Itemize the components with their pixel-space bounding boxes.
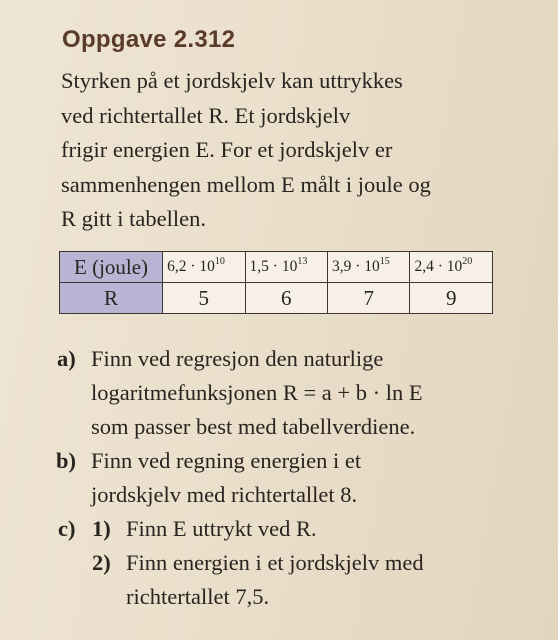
task-c1-label: 1) [92,516,111,541]
row-header-richter: R [60,283,163,314]
task-c2-line: Finn energien i et jordskjelv med [126,550,424,575]
energy-mantissa: 6,2 · 10 [167,258,215,276]
task-a-label: a) [57,346,76,371]
energy-cell [328,252,410,283]
energy-cell [410,252,493,283]
energy-exponent: 20 [462,256,473,268]
table-row-energy [60,252,493,283]
energy-exponent: 10 [214,256,225,268]
energy-cell [245,252,327,283]
task-c1-text: Finn E uttrykt ved R. [126,516,317,541]
energy-exponent: 15 [379,256,390,268]
energy-mantissa: 1,5 · 10 [249,258,298,276]
intro-line: R gitt i tabellen. [61,206,206,231]
task-b-line: jordskjelv med richtertallet 8. [91,482,358,507]
task-c2-line: richtertallet 7,5. [126,584,270,609]
intro-line: Styrken på et jordskjelv kan uttrykkes [61,68,403,93]
richter-cell: 7 [328,283,410,314]
intro-line: ved richtertallet R. Et jordskjelv [61,102,351,128]
exercise-intro [61,64,531,237]
energy-richter-table [59,251,493,314]
intro-line: frigir energien E. For et jordskjelv er [61,137,393,162]
richter-cell: 9 [410,283,493,314]
energy-mantissa: 3,9 · 10 [332,258,380,276]
table-row-richter [60,283,493,314]
richter-cell: 6 [245,283,327,314]
row-header-energy: E (joule) [60,252,163,283]
task-a-line: som passer best med tabellverdiene. [91,414,416,439]
energy-mantissa: 2,4 · 10 [414,258,463,276]
intro-line: sammenhengen mellom E målt i joule og [61,171,431,197]
task-a-line: Finn ved regresjon den naturlige [91,346,384,371]
energy-cell [163,252,245,283]
exercise-title: Oppgave 2.312 [62,26,236,53]
task-a-line: logaritmefunksjonen R = a + b · ln E [91,380,423,405]
energy-exponent: 13 [297,256,308,268]
richter-cell: 5 [163,283,245,314]
task-b-label: b) [56,448,77,473]
task-c2-label: 2) [92,550,111,575]
task-b-line: Finn ved regning energien i et [91,448,362,473]
task-c-label: c) [58,516,76,541]
